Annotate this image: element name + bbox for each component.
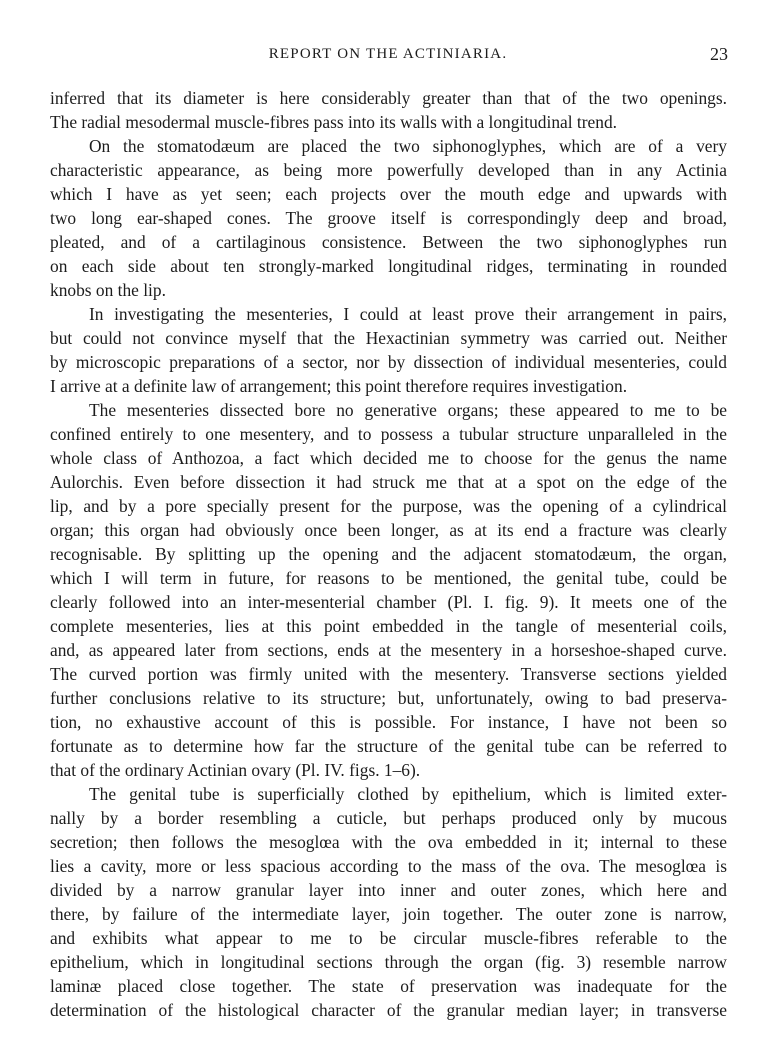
text-line: Aulorchis. Even before dissection it had struck me that at a spot on the edge of the: [50, 472, 727, 492]
text-line: further conclusions relative to its structure; but, unfortunately, owing to bad preserva-: [50, 688, 727, 708]
text-line: which I will term in future, for reasons to be mentioned, the genital tube, could be: [50, 568, 727, 588]
text-line: but could not convince myself that the Hexactinian symmetry was carried out. Neither: [50, 328, 727, 348]
text-line: pleated, and of a cartilaginous consistence. Between the two siphonoglyphes run: [50, 232, 727, 252]
text-line: clearly followed into an inter-mesenterial chamber (Pl. I. fig. 9). It meets one of the: [50, 592, 727, 612]
text-line: On the stomatodæum are placed the two siphonoglyphes, which are of a very: [89, 136, 727, 156]
text-line: lies a cavity, more or less spacious according to the mass of the ova. The mesoglœa is: [50, 856, 727, 876]
text-line: and, as appeared later from sections, ends at the mesentery in a horseshoe-shaped curve.: [50, 640, 727, 660]
text-line: In investigating the mesenteries, I could at least prove their arrangement in pairs,: [89, 304, 727, 324]
text-line: organ; this organ had obviously once been longer, as at its end a fracture was clearly: [50, 520, 727, 540]
text-line: fortunate as to determine how far the structure of the genital tube can be referred to: [50, 736, 727, 756]
text-line: two long ear-shaped cones. The groove itself is correspondingly deep and broad,: [50, 208, 727, 228]
page-number: 23: [710, 44, 728, 64]
text-line: The radial mesodermal muscle-fibres pass into its walls with a longitudinal trend.: [50, 112, 617, 132]
text-line: characteristic appearance, as being more powerfully developed than in any Actinia: [50, 160, 727, 180]
text-line: determination of the histological character of the granular median layer; in transverse: [50, 1000, 727, 1020]
text-line: confined entirely to one mesentery, and to possess a tubular structure unparalleled in the: [50, 424, 727, 444]
text-line: The curved portion was firmly united with the mesentery. Transverse sections yielded: [50, 664, 727, 684]
text-line: divided by a narrow granular layer into inner and outer zones, which here and: [50, 880, 727, 900]
text-line: I arrive at a definite law of arrangement; this point therefore requires investigation.: [50, 376, 628, 396]
text-line: laminæ placed close together. The state of preservation was inadequate for the: [50, 976, 727, 996]
text-line: there, by failure of the intermediate layer, join together. The outer zone is narrow,: [50, 904, 727, 924]
text-line: tion, no exhaustive account of this is possible. For instance, I have not been so: [50, 712, 727, 732]
text-line: whole class of Anthozoa, a fact which decided me to choose for the genus the name: [50, 448, 727, 468]
text-line: lip, and by a pore specially present for the purpose, was the opening of a cylindrical: [50, 496, 727, 516]
text-line: that of the ordinary Actinian ovary (Pl. IV. figs. 1–6).: [50, 760, 421, 780]
text-line: secretion; then follows the mesoglœa with the ova embedded in it; internal to these: [50, 832, 727, 852]
text-line: on each side about ten strongly-marked longitudinal ridges, terminating in rounded: [50, 256, 727, 276]
text-line: knobs on the lip.: [50, 280, 166, 300]
text-line: inferred that its diameter is here considerably greater than that of the two openings.: [50, 88, 727, 108]
text-line: complete mesenteries, lies at this point embedded in the tangle of mesenterial coils,: [50, 616, 727, 636]
text-line: The mesenteries dissected bore no generative organs; these appeared to me to be: [89, 400, 727, 420]
text-line: which I have as yet seen; each projects over the mouth edge and upwards with: [50, 184, 727, 204]
text-line: recognisable. By splitting up the opening and the adjacent stomatodæum, the organ,: [50, 544, 727, 564]
running-header: [0, 44, 776, 68]
text-line: The genital tube is superficially clothed by epithelium, which is limited exter-: [89, 784, 727, 804]
text-line: nally by a border resembling a cuticle, but perhaps produced only by mucous: [50, 808, 727, 828]
text-line: by microscopic preparations of a sector, nor by dissection of individual mesenteries, could: [50, 352, 727, 372]
text-line: epithelium, which in longitudinal sections through the organ (fig. 3) resemble narrow: [50, 952, 727, 972]
running-title: REPORT ON THE ACTINIARIA.: [268, 46, 508, 62]
text-line: and exhibits what appear to me to be circular muscle-fibres referable to the: [50, 928, 727, 948]
